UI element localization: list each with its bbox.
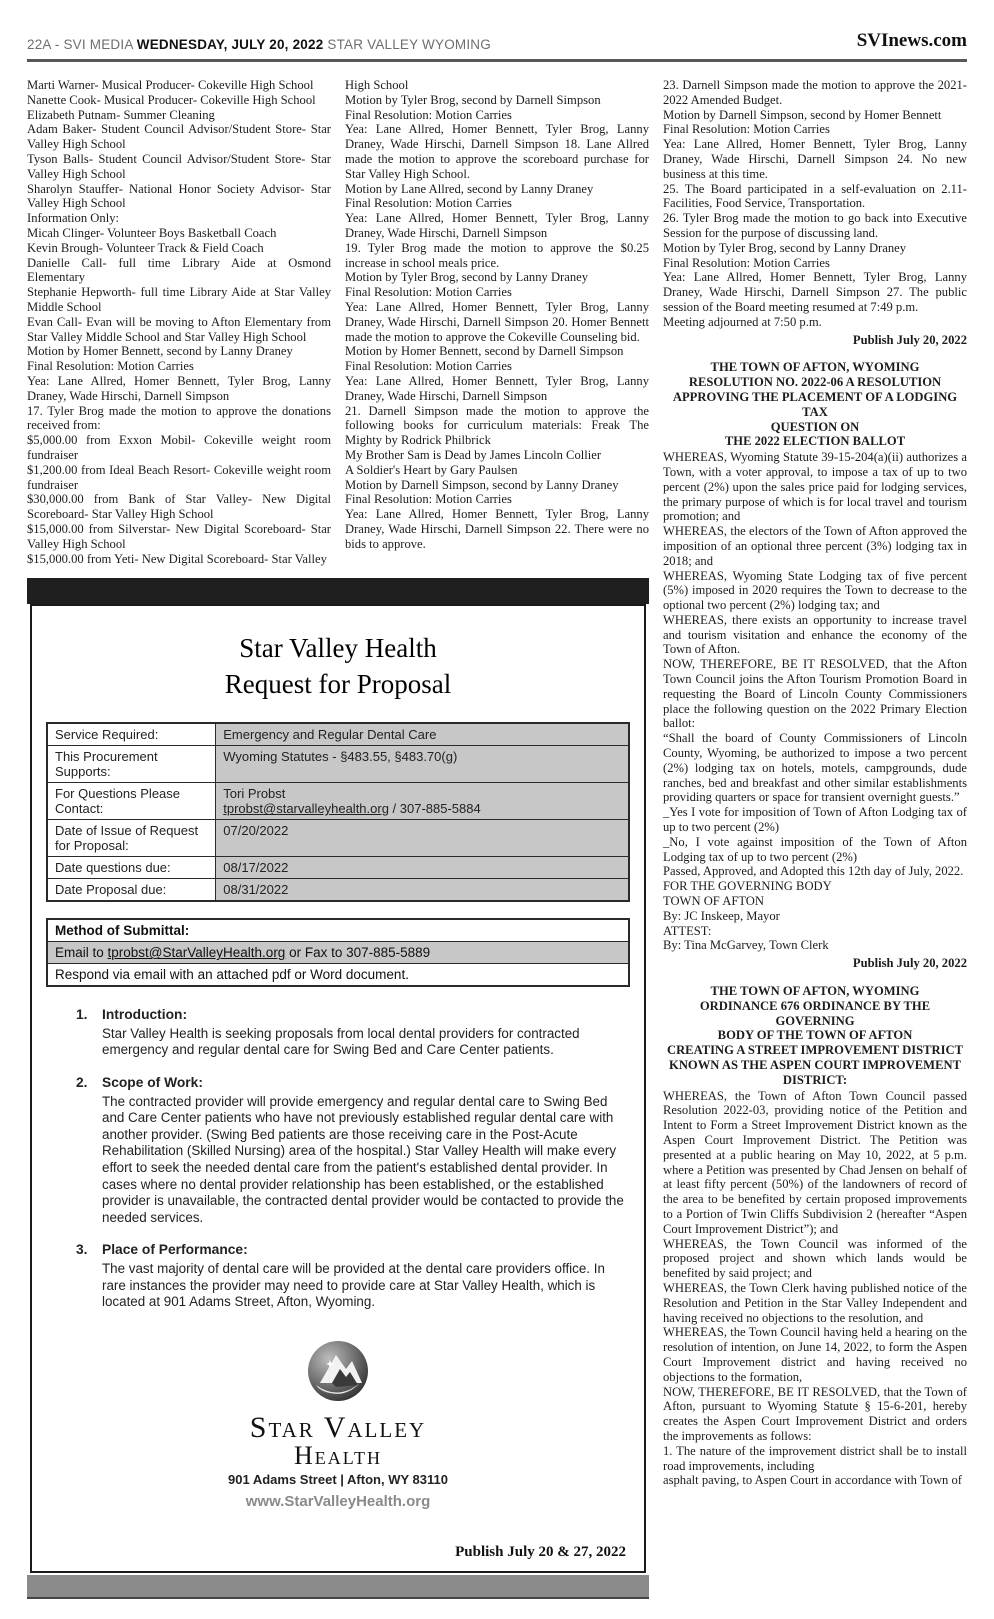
news-line: 26. Tyler Brog made the motion to go back into Executive Session for the purpose of discussing land. (663, 211, 967, 240)
news-line: Passed, Approved, and Adopted this 12th day of July, 2022. (663, 864, 964, 879)
news-line: Motion by Lane Allred, second by Lanny Draney (345, 181, 594, 196)
news-line: Final Resolution: Motion Carries (663, 122, 830, 137)
news-line: Marti Warner- Musical Producer- Cokeville High School (27, 78, 314, 92)
row-label: Date questions due: (47, 857, 216, 879)
news-line: ATTEST: (663, 923, 712, 938)
news-line: 21. Darnell Simpson made the motion to approve the following books for curriculum materials: Freak The Mighty by Rodrick Philbrick (345, 403, 649, 448)
page-content (27, 78, 967, 1599)
rfp-publish-date: Publish July 20 & 27, 2022 (455, 1543, 626, 1560)
news-line: 17. Tyler Brog made the motion to approve the donations received from: (27, 403, 331, 433)
news-line: WHEREAS, the Town Council was informed of the proposed project and shown which lands would be benefited by said project; and (663, 1236, 967, 1281)
row-label: For Questions Please Contact: (47, 783, 216, 820)
column-1 (27, 78, 331, 566)
news-line: WHEREAS, the Town Clerk having published notice of the Resolution and Petition in the Star Valley Independent and having received no objections to the resolution, and (663, 1280, 967, 1325)
news-line: THE 2022 ELECTION BALLOT (724, 434, 906, 449)
news-line: APPROVING THE PLACEMENT OF A LODGING TAX (672, 389, 958, 419)
news-line: WHEREAS, the Town Council having held a hearing on the resolution of intention, on June 14, 2022, to form the Aspen Court Improvement district and having received no objections to the formation, (663, 1325, 967, 1384)
section-title: Scope of Work: (102, 1075, 203, 1091)
masthead (27, 30, 967, 62)
news-line: Motion by Tyler Brog, second by Lanny Draney (345, 270, 589, 285)
news-line: _No, I vote against imposition of the Town of Afton Lodging tax of up to two percent (2%) (663, 834, 967, 864)
news-line: Final Resolution: Motion Carries (27, 359, 194, 374)
news-line: WHEREAS, Wyoming Statute 39-15-204(a)(ii) authorizes a Town, with a voter approval, to impose a tax of up to two percent (2%) upon the sales price paid for lodging services, the primary purpose of which is for local travel and tourism promotion; and (663, 450, 967, 524)
news-line: Information Only: (27, 211, 119, 226)
submittal-note: Respond via email with an attached pdf or Word document. (55, 967, 409, 983)
news-line: Yea: Lane Allred, Homer Bennett, Tyler Brog, Lanny Draney, Wade Hirschi, Darnell Simpson 20. Homer Bennett made the motion to approve the Cokeville Counseling bid. (345, 299, 649, 344)
news-line: Final Resolution: Motion Carries (345, 285, 512, 300)
news-line: High School (345, 78, 409, 92)
news-line: Kevin Brough- Volunteer Track & Field Coach (27, 240, 264, 255)
section-body: The contracted provider will provide emergency and regular dental care to Swing Bed and Care Center patients who have not previously established regular dental care with another provider. (Swing Bed patients are those receiving care in the Post-Acute Rehabilitation (Skilled Nursing) area of the hospital.) Star Valley Health will make every effort to seek the needed dental care from the patient's established dental provider. In cases where no dental provider relationship has been established, or the established provider is unavailable, the contracted dental provider would be contacted to provide the needed services. (102, 1093, 624, 1225)
contact-phone: / 307-885-5884 (388, 801, 481, 817)
section-title: Place of Performance: (102, 1242, 248, 1258)
rfp-section-place-of-performance (76, 1242, 624, 1310)
news-line: Motion by Homer Bennett, second by Lanny Draney (27, 344, 293, 359)
rfp-title (46, 630, 630, 702)
row-label: Date Proposal due: (47, 879, 216, 902)
contact-email-link[interactable]: tprobst@starvalleyhealth.org (223, 801, 389, 817)
rfp-title-line2: Request for Proposal (224, 669, 452, 700)
news-line: My Brother Sam is Dead by James Lincoln Collier (345, 447, 602, 462)
news-line: KNOWN AS THE ASPEN COURT IMPROVEMENT (669, 1058, 961, 1072)
news-line: $5,000.00 from Exxon Mobil- Cokeville weight room fundraiser (27, 433, 331, 462)
mountain-logo-icon (306, 1339, 370, 1403)
news-line: _Yes I vote for imposition of Town of Afton Lodging tax of up to two percent (2%) (663, 805, 967, 835)
news-line: $30,000.00 from Bank of Star Valley- New Digital Scoreboard- Star Valley High School (27, 492, 331, 522)
logo-wordmark (46, 1410, 630, 1470)
news-line: Motion by Darnell Simpson, second by Lanny Draney (345, 477, 619, 492)
table-row (47, 723, 629, 746)
news-line: Evan Call- Evan will be moving to Afton Elementary from Star Valley Middle School and Star Valley High School (27, 314, 331, 344)
rfp-section-introduction (76, 1007, 624, 1059)
section-body: The vast majority of dental care will be provided at the dental care providers office. In rare instances the provider may need to provide care at Star Valley Health, which is located at 901 Adams Street, Afton, Wyoming. (102, 1261, 605, 1310)
news-line: Final Resolution: Motion Carries (345, 492, 512, 507)
submittal-fax: or Fax to 307-885-5889 (285, 945, 431, 961)
table-row (47, 879, 629, 902)
news-line: “Shall the board of County Commissioners of Lincoln County, Wyoming, be authorized to impose a two percent (2%) lodging tax on hotels, motels, campgrounds, dude ranches, bed and breakfast and other similar establishments providing quarters or space for transient overnight guests.” (663, 731, 967, 805)
table-row (47, 783, 629, 820)
submittal-email-link[interactable]: tprobst@StarValleyHealth.org (107, 945, 286, 961)
news-line: Yea: Lane Allred, Homer Bennett, Tyler Brog, Lanny Draney, Wade Hirschi, Darnell Simpson 18. Lane Allred made the motion to approve the scoreboard purchase for Star Valley High School. (345, 122, 649, 181)
news-line: Motion by Tyler Brog, second by Lanny Draney (663, 240, 907, 255)
news-line: By: Tina McGarvey, Town Clerk (663, 938, 829, 953)
news-line: $1,200.00 from Ideal Beach Resort- Cokeville weight room fundraiser (27, 462, 331, 492)
logo-website-link[interactable]: www.StarValleyHealth.org (245, 1492, 431, 1510)
method-of-submittal-table (46, 918, 630, 987)
row-value: Wyoming Statutes - §483.55, §483.70(g) (216, 746, 629, 783)
submittal-email-row (48, 942, 628, 964)
row-value: 07/20/2022 (216, 820, 629, 857)
news-line: 25. The Board participated in a self-evaluation on 2.11- Facilities, Food Service, Transportation. (663, 181, 967, 211)
news-line: Yea: Lane Allred, Homer Bennett, Tyler Brog, Lanny Draney, Wade Hirschi, Darnell Simpson (27, 373, 331, 403)
rfp-top-bar (27, 578, 649, 604)
row-value (216, 783, 629, 820)
news-line: Adam Baker- Student Council Advisor/Student Store- Star Valley High School (27, 122, 331, 152)
section-heading (76, 1075, 624, 1092)
news-line: THE TOWN OF AFTON, WYOMING (710, 360, 920, 375)
star-valley-health-logo (46, 1339, 630, 1510)
news-line: Sharolyn Stauffer- National Honor Society Advisor- Star Valley High School (27, 181, 331, 211)
column-2 (345, 78, 649, 566)
news-line: DISTRICT: (782, 1072, 848, 1087)
row-value: 08/31/2022 (216, 879, 629, 902)
section-heading (76, 1007, 624, 1024)
table-row (47, 820, 629, 857)
news-line: NOW, THEREFORE, BE IT RESOLVED, that the Afton Town Council joins the Afton Tourism Promotion Board in requesting the Board of Lincoln County Commissioners place the following question on the 2022 Primary Election ballot: (663, 657, 967, 731)
news-line: Meeting adjourned at 7:50 p.m. (663, 314, 822, 329)
news-line: Yea: Lane Allred, Homer Bennett, Tyler Brog, Lanny Draney, Wade Hirschi, Darnell Simpson 22. There were no bids to approve. (345, 507, 649, 551)
rfp-bottom-bar (27, 1575, 649, 1599)
news-line: Tyson Balls- Student Council Advisor/Student Store- Star Valley High School (27, 151, 331, 181)
news-line: Motion by Tyler Brog, second by Darnell Simpson (345, 92, 601, 107)
news-line: Final Resolution: Motion Carries (345, 107, 512, 122)
news-line: ORDINANCE 676 ORDINANCE BY THE GOVERNING (699, 998, 931, 1028)
row-value: 08/17/2022 (216, 857, 629, 879)
news-line: 1. The nature of the improvement district shall be to install road improvements, including (663, 1443, 967, 1473)
rfp-title-line1: Star Valley Health (239, 633, 437, 664)
news-line: Micah Clinger- Volunteer Boys Basketball Coach (27, 225, 277, 240)
logo-name-line2: Health (293, 1440, 383, 1470)
news-line: Publish July 20, 2022 (852, 956, 967, 971)
submittal-heading: Method of Submittal: (48, 920, 628, 942)
news-line: Final Resolution: Motion Carries (345, 196, 512, 211)
row-label: Date of Issue of Request for Proposal: (47, 820, 216, 857)
news-line: By: JC Inskeep, Mayor (663, 908, 780, 923)
news-line: 23. Darnell Simpson made the motion to approve the 2021-2022 Amended Budget. (663, 78, 967, 107)
news-line: Danielle Call- full time Library Aide at Osmond Elementary (27, 255, 331, 285)
rfp-advertisement (27, 578, 649, 1599)
news-line: WHEREAS, the Town of Afton Town Council passed Resolution 2022-03, providing notice of the Petition and Intent to Form a Street Improvement District known as the Aspen Court Improvement District. The Petition was presented at a public hearing on May 10, 2022, at 5 p.m. where a Petition was presented by Chad Jensen on behalf of at least fifty percent (50%) of the landowners of record of the area to be benefited by certain proposed improvements to a Portion of Twin Cliffs Subdivision 2 (hereafter “Aspen Court Improvement District”); and (663, 1088, 967, 1236)
news-line: Elizabeth Putnam- Summer Cleaning (27, 107, 215, 122)
issue-date: WEDNESDAY, JULY 20, 2022 (136, 37, 328, 52)
logo-name-line1: Star Valley (249, 1410, 427, 1444)
row-label: This Procurement Supports: (47, 746, 216, 783)
news-line: TOWN OF AFTON (663, 894, 764, 909)
site-logo: SVInews.com (856, 30, 967, 51)
news-line: A Soldier's Heart by Gary Paulsen (345, 462, 518, 477)
news-line: Yea: Lane Allred, Homer Bennett, Tyler Brog, Lanny Draney, Wade Hirschi, Darnell Simpson 27. The public session of the Board meeting resumed at 7:49 p.m. (663, 270, 967, 314)
news-line: asphalt paving, to Aspen Court in accordance with Town of (663, 1473, 962, 1488)
row-value: Emergency and Regular Dental Care (216, 723, 629, 746)
news-line: FOR THE GOVERNING BODY (663, 879, 832, 894)
news-line: Yea: Lane Allred, Homer Bennett, Tyler Brog, Lanny Draney, Wade Hirschi, Darnell Simpson (345, 211, 649, 240)
news-line: $15,000.00 from Silverstar- New Digital Scoreboard- Star Valley High School (27, 521, 331, 551)
news-line: Nanette Cook- Musical Producer- Cokeville High School (27, 92, 316, 107)
rfp-details-table (46, 722, 630, 902)
news-line: QUESTION ON (770, 419, 860, 434)
news-line: WHEREAS, there exists an opportunity to increase travel and tourism visitation and enhance the economy of the Town of Afton. (663, 612, 967, 657)
section-title: Introduction: (102, 1007, 188, 1023)
news-line: NOW, THEREFORE, BE IT RESOLVED, that the Town of Afton, pursuant to Wyoming Statute § 15-6-201, hereby creates the Aspen Court Improvement District and orders the improvements as follows: (663, 1384, 967, 1443)
news-line: Final Resolution: Motion Carries (663, 255, 830, 270)
contact-name: Tori Probst (223, 786, 286, 802)
section-number: 1. (76, 1007, 88, 1023)
news-line: Motion by Darnell Simpson, second by Homer Bennett (663, 107, 942, 122)
submittal-email-prefix: Email to (55, 945, 108, 961)
news-line: Yea: Lane Allred, Homer Bennett, Tyler Brog, Lanny Draney, Wade Hirschi, Darnell Simpson (345, 373, 649, 403)
section-heading (76, 1242, 624, 1259)
section-number: 2. (76, 1075, 88, 1091)
news-line: WHEREAS, the electors of the Town of Afton approved the imposition of an optional three percent (3%) lodging tax in 2018; and (663, 524, 967, 568)
news-line: $15,000.00 from Yeti- New Digital Scoreboard- Star Valley (27, 551, 327, 566)
news-line: Final Resolution: Motion Carries (345, 359, 512, 374)
news-line: RESOLUTION NO. 2022-06 A RESOLUTION (688, 375, 942, 390)
news-line: 19. Tyler Brog made the motion to approve the $0.25 increase in school meals price. (345, 240, 649, 270)
column-3-legal-notices (663, 78, 967, 1599)
news-line: Stephanie Hepworth- full time Library Aide at Star Valley Middle School (27, 285, 331, 314)
page-label: 22A - SVI MEDIA (27, 37, 137, 52)
rfp-section-scope-of-work (76, 1075, 624, 1226)
masthead-info (27, 37, 491, 52)
news-line: WHEREAS, Wyoming State Lodging tax of five percent (5%) imposed in 2020 requires the Town to decrease to the optional two percent (2%) lodging tax; and (663, 568, 967, 613)
section-body: Star Valley Health is seeking proposals from local dental providers for contracted emergency and regular dental care for Swing Bed and Care Center patients. (102, 1025, 580, 1058)
table-row (47, 857, 629, 879)
news-line: BODY OF THE TOWN OF AFTON (717, 1028, 913, 1043)
region-label: STAR VALLEY WYOMING (327, 37, 491, 52)
rfp-box (30, 604, 646, 1573)
section-number: 3. (76, 1242, 88, 1258)
news-line: Publish July 20, 2022 (852, 332, 967, 347)
table-row (47, 746, 629, 783)
news-line: CREATING A STREET IMPROVEMENT DISTRICT (666, 1043, 964, 1058)
row-label: Service Required: (47, 723, 216, 746)
news-line: THE TOWN OF AFTON, WYOMING (710, 984, 920, 999)
news-line: Motion by Homer Bennett, second by Darnell Simpson (345, 344, 624, 359)
news-line: Yea: Lane Allred, Homer Bennett, Tyler Brog, Lanny Draney, Wade Hirschi, Darnell Simpson 24. No new business at this time. (663, 137, 967, 181)
logo-address: 901 Adams Street | Afton, WY 83110 (228, 1471, 448, 1487)
